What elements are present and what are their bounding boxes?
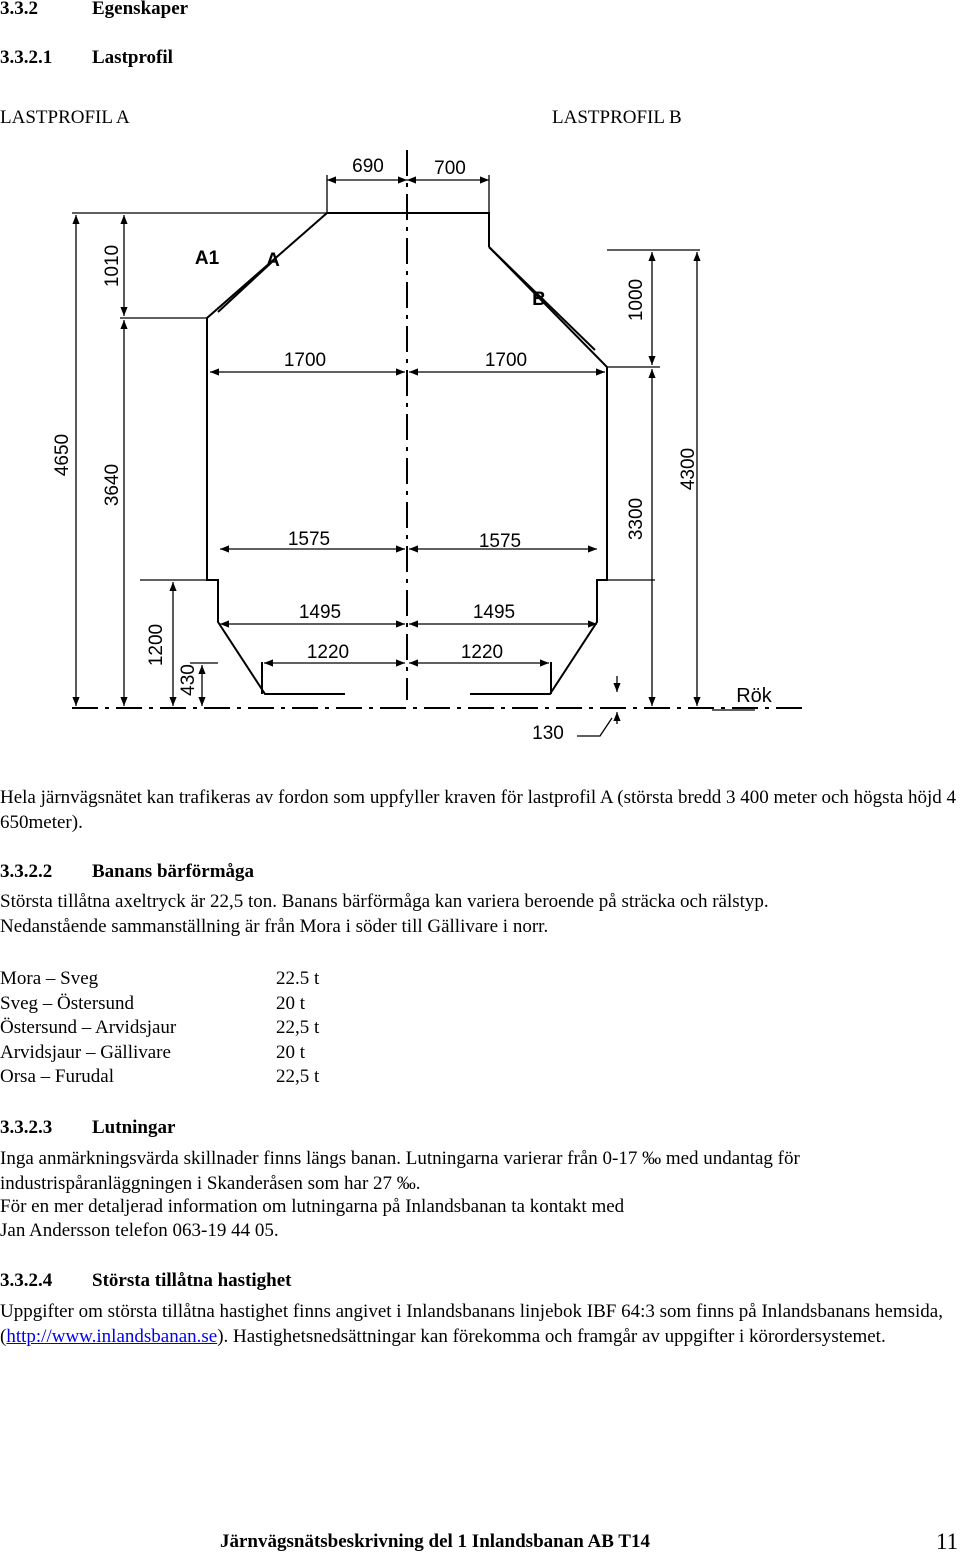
profile-label-a: LASTPROFIL A	[0, 107, 130, 128]
section-name: Sveg – Östersund	[0, 993, 135, 1014]
dim-1495-right: 1495	[472, 602, 516, 623]
heading-text: Största tillåtna hastighet	[92, 1270, 292, 1291]
dim-4650: 4650	[52, 433, 73, 477]
dim-3640: 3640	[102, 463, 123, 507]
heading-number: 3.3.2	[0, 0, 38, 19]
section-heading-lutningar	[0, 1117, 175, 1139]
axle-load: 22,5 t	[276, 1066, 320, 1087]
section-heading-lastprofil	[0, 47, 173, 69]
paragraph-barformaga-2: Nedanstående sammanställning är från Mora i söder till Gällivare i norr.	[0, 916, 549, 937]
axle-load: 22.5 t	[276, 968, 320, 989]
dim-3300: 3300	[626, 497, 647, 541]
section-name: Arvidsjaur – Gällivare	[0, 1042, 171, 1063]
section-name: Östersund – Arvidsjaur	[0, 1017, 177, 1038]
dim-1495-left: 1495	[298, 602, 342, 623]
dim-690: 690	[352, 156, 384, 177]
axle-load: 20 t	[276, 993, 306, 1014]
heading-number: 3.3.2.2	[0, 861, 53, 882]
paragraph-lastprofil: Hela järnvägsnätet kan trafikeras av fordon som uppfyller kraven för lastprofil A (största bredd 3 400 meter och högsta höjd 4 650meter).	[0, 787, 957, 833]
dim-1700-right: 1700	[484, 350, 528, 371]
section-heading-barformaga	[0, 861, 254, 883]
heading-number: 3.3.2.4	[0, 1270, 53, 1291]
heading-text: Banans bärförmåga	[92, 861, 255, 882]
load-profile-diagram	[0, 140, 960, 750]
dim-4300: 4300	[678, 447, 699, 491]
label-a: A	[266, 250, 280, 271]
paragraph-lutningar-1: Inga anmärkningsvärda skillnader finns längs banan. Lutningarna varierar från 0-17 ‰ med undantag för industrispåranläggningen i Skanderåsen som har 27 ‰.	[0, 1148, 800, 1194]
axle-load: 22,5 t	[276, 1017, 320, 1038]
paragraph-text: Uppgifter om största tillåtna hastighet finns angivet i Inlandsbanans linjebok IBF 64:3 som finns på Inlandsbanans hemsida, (	[0, 1301, 943, 1347]
paragraph-text: ). Hastighetsnedsättningar kan förekomma och framgår av uppgifter i körordersystemet.	[217, 1325, 886, 1347]
dim-1220-left: 1220	[306, 642, 350, 663]
profile-b-outline	[470, 247, 607, 694]
paragraph-hastighet	[0, 1300, 960, 1349]
dim-1575-left: 1575	[287, 529, 331, 550]
paragraph-barformaga-1: Största tillåtna axeltryck är 22,5 ton. Banans bärförmåga kan variera beroende på sträcka och rälstyp.	[0, 891, 769, 912]
profile-a-chamfer	[218, 262, 272, 312]
heading-number: 3.3.2.1	[0, 47, 53, 68]
paragraph-lutningar-3: Jan Andersson telefon 063-19 44 05.	[0, 1220, 279, 1241]
section-name: Mora – Sveg	[0, 968, 99, 989]
page-number: 11	[936, 1529, 959, 1554]
dim-1200: 1200	[146, 623, 167, 667]
dim-1010: 1010	[102, 244, 123, 288]
dim-430: 430	[178, 664, 199, 696]
label-b: B	[532, 289, 546, 310]
dim-1220-right: 1220	[460, 642, 504, 663]
paragraph-lutningar-2: För en mer detaljerad information om lutningarna på Inlandsbanan ta kontakt med	[0, 1196, 625, 1217]
profile-label-b: LASTPROFIL B	[552, 107, 682, 128]
heading-text: Egenskaper	[92, 0, 189, 19]
footer-title: Järnvägsnätsbeskrivning del 1 Inlandsbanan AB T14	[220, 1531, 650, 1552]
section-heading-egenskaper	[0, 0, 188, 20]
dim-1000: 1000	[626, 278, 647, 322]
heading-number: 3.3.2.3	[0, 1117, 53, 1138]
heading-text: Lutningar	[92, 1117, 176, 1138]
axle-load: 20 t	[276, 1042, 306, 1063]
label-a1: A1	[194, 248, 220, 269]
dim-1700-left: 1700	[283, 350, 327, 371]
dim-1575-right: 1575	[478, 531, 522, 552]
dim-700: 700	[434, 158, 466, 179]
inlandsbanan-link[interactable]: http://www.inlandsbanan.se	[6, 1325, 218, 1347]
section-heading-hastighet	[0, 1270, 292, 1292]
section-name: Orsa – Furudal	[0, 1066, 114, 1087]
label-rok: Rök	[736, 685, 772, 707]
heading-text: Lastprofil	[92, 47, 173, 68]
dim-130: 130	[532, 723, 564, 744]
